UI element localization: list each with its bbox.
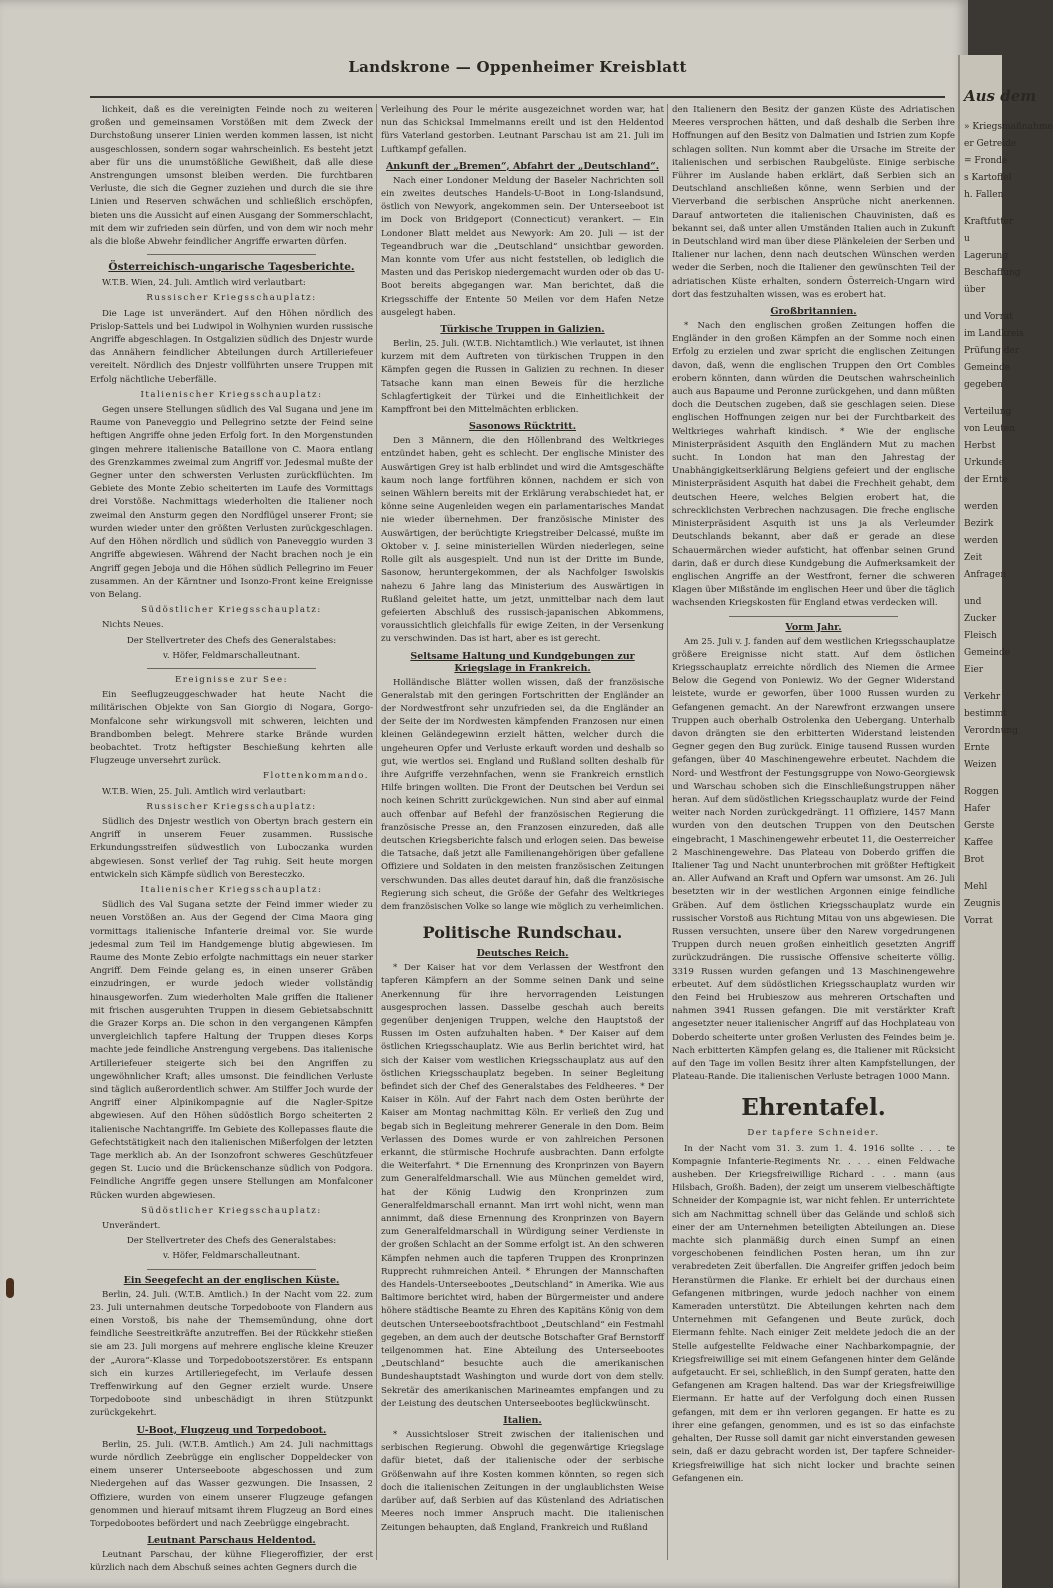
subheading: Ereignisse zur See: [175, 674, 288, 685]
subheading: Russischer Kriegsschauplatz: [146, 801, 317, 812]
article-text: Südlich des Val Sugana setzte der Feind immer wieder zu neuen Vorstößen an. Aus der Gegend der Cima Maora ging vormittags italienische Infanterie dreimal vor. Sie wurde jedesmal zum Teil im Handgemenge blutig abgewiesen. Im Raume des Monte Zebio erfolgte nachmittags ein neuer starker Angriff. Dem Feinde gelang es, in einen unserer Gräben einzudringen, er wurde jedoch wieder vollständig hinausgeworfen. Zum wiederholten Male griffen die Italiener mit frischen ausgeruhten Truppen in diesem Gebietsabschnitt die Grazer Korps an. Die schon in den vergangenen Kämpfen unvergleichlich tapfere Haltung der Truppen dieses Korps machte jede feindliche Anstrengung vergebens. Das italienische Artilleriefeuer steigerte sich bei den Angriffen zu ungewöhnlicher Kraft; alles umsonst. Die feindlichen Verluste sind täglich außerordentlich schwer. Am Stilffer Joch wurde der Angriff einer Alpinikompagnie auf die Nagler-Spitze abgewiesen. Auf den Höhen südöstlich Borgo scheiterten 2 italienische Nachtangriffe. Im Gebiete des Kollepasses flaute die Gefechtstätigkeit nach den italienischen Mißerfolgen der letzten Tage merklich ab. An der Isonzofront schweres Geschützfeuer gegen St. Lucio und die Brückenschanze südlich von Podgora. Feindliche Angriffe gegen unsere Stellungen am Monfalconer Rücken wurden abgewiesen. [90, 900, 373, 1201]
adjacent-page-fragment: Kaffee [964, 838, 994, 848]
adjacent-page-fragment: Bezirk [964, 519, 994, 529]
adjacent-page-fragment: er Getreide [964, 139, 1017, 149]
heading-bremen: Ankunft der „Bremen“, Abfahrt der „Deutschland“. [385, 160, 660, 172]
adjacent-page-fragment: Lagerung [964, 251, 1009, 261]
adjacent-page-fragment: Gemeinde [964, 363, 1011, 373]
adjacent-page-fragment: und Vorrat [964, 312, 1013, 322]
adjacent-page-fragment: Fleisch [964, 631, 997, 641]
adjacent-page-fragment: Urkunde [964, 458, 1005, 468]
signature-name: v. Höfer, Feldmarschalleutnant. [163, 1251, 300, 1262]
article-text: Gegen unsere Stellungen südlich des Val Sugana und jene im Raume von Paneveggio und Pellegrino setzte der Feind seine heftigen Angriffe ohne jeden Erfolg fort. In den Morgenstunden gingen mehrere italienische Bataillone von C. Maora entlang des Grenzkammes zweimal zum Angriff vor. Jedesmal mußte der Gegner unter den schwersten Verlusten zurückflüchten. Im Gebiete des Monte Zebio scheiterten im Laufe des Vormittags drei Vorstöße. Nachmittags wiederholten die Italiener noch zweimal den Ansturm gegen den Nordflügel unserer Front; sie wurden wieder unter den größten Verlusten zurückgeschlagen. Auf den Höhen nördlich und südlich von Paneveggio wurden 3 Angriffe abgewiesen. Während der Nacht brachen noch je ein Angriff gegen Jeboja und die Höhen südlich Pellegrino im Feuer zusammen. An der Kärntner und Isonzo-Front keine Ereignisse von Belang. [90, 405, 373, 600]
adjacent-page-fragment: Eier [964, 665, 984, 675]
adjacent-page-fragment: Verteilung [964, 407, 1012, 417]
adjacent-page-fragment: gegeben [964, 380, 1004, 390]
adjacent-page-fragment: Roggen [964, 787, 999, 797]
subheading: Italienischer Kriegsschauplatz: [140, 884, 323, 895]
adjacent-page-fragment: werden [964, 502, 999, 512]
heading-frankreich: Seltsame Haltung und Kundgebungen zur Kriegslage in Frankreich. [410, 650, 635, 674]
signature-name: v. Höfer, Feldmarschalleutnant. [163, 650, 300, 661]
article-text: * Nach den englischen großen Zeitungen hoffen die Engländer in den großen Kämpfen an der Somme noch einen Erfolg zu erzielen und zwar spricht die englischen Zeitungen davon, daß, wenn die englischen Truppen den Ort Combles erobern könnten, dann würden die Deutschen wahrscheinlich auch aus Bapaume und Peronne zurückgehen, und dann müßten doch die Deutschen zugeben, daß sie geschlagen seien. Diese englischen Hoffnungen zeigen nur bei der Furchtbarkeit des Weltkrieges wahrhaft kindisch. * Wie der englische Ministerpräsident Asquith den Engländern Mut zu machen sucht. In London hat man den Jahrestag der Unabhängigkeitserklärung Belgiens gefeiert und der englische Ministerpräsident Asquith hat dabei die Frechheit gehabt, dem deutschen Heere, welches Belgien erobert hat, die schrecklichsten Verbrechen nachzusagen. Die freche englische Ministerpräsident Asquith ist uns ja als Verleumder Deutschlands bekannt, aber daß er gerade an diese Schauermärchen wieder aufsticht, hat offenbar seinen Grund darin, daß er durch diese Kundgebung die Aufmerksamkeit der englischen Angriffe an der Westfront, ferner die schweren Klagen über Mißstände im englischen Heer und über die täglich wachsenden Kriegskosten für England etwas verdecken will. [672, 321, 955, 609]
adjacent-page-fragment: bestimmt [964, 709, 1007, 719]
adjacent-page-fragment: im Landkreis [964, 329, 1024, 339]
article-text: Holländische Blätter wollen wissen, daß der französische Generalstab mit den geringen Fortschritten der Engländer an der Nordwestfront sehr unzufrieden sei, da die Engländer an der Seite der im Nordwesten kämpfenden Franzosen nur einen kleinen Geländegewinn erzielt hätten, welcher durch die ungeheuren Opfer und Verluste erkauft worden und deshalb so gut, wie wertlos sei. England und Rußland sollten deshalb für ihre Aufgriffe verzehnfachen, wenn sie Frankreich ernstlich Hilfe bringen wollten. Die Front der Deutschen bei Verdun sei noch keinen Schritt zurückgewichen. Nun sind aber auf einmal auch offenbar auf Befehl der französischen Regierung die französische Presse an, den Franzosen einzureden, daß alle deutschen Kriegsberichte falsch und erlogen seien. Das beweise die Tatsache, daß jetzt alle Familienangehörigen über gefallene Offiziere und Soldaten in den meisten französischen Zeitungen verschwunden. Das alles deutet darauf hin, daß die französische Regierung sich scheut, die Größe der Gefahr des Weltkrieges dem französischen Volke so lange wie möglich zu verheimlichen. [381, 677, 664, 912]
adjacent-page-fragment: Beschaffung [964, 268, 1021, 278]
adjacent-page-fragment: Zeit [964, 553, 983, 563]
adjacent-page-fragment: Herbst [964, 441, 996, 451]
adjacent-page-fragment: Gemeinde [964, 648, 1011, 658]
column-1 [90, 104, 373, 1574]
subheading: Der tapfere Schneider. [747, 1128, 880, 1139]
adjacent-page-fragment: Kraftfutter [964, 217, 1014, 227]
adjacent-page-fragment: Verkehr [964, 692, 1001, 702]
adjacent-page-fragment: Weizen [964, 760, 997, 770]
article-text: Leutnant Parschau, der kühne Fliegeroffizier, der erst kürzlich nach dem Abschuß seines achten Gegners durch die [90, 1550, 373, 1574]
heading-vorm-jahr: Vorm Jahr. [785, 621, 842, 633]
heading-sasonow: Sasonows Rücktritt. [468, 421, 577, 433]
adjacent-page-fragment: » Kriegsmaßnahme [964, 122, 1053, 132]
heading-deutsches-reich: Deutsches Reich. [476, 948, 569, 960]
signature-name: Flottenkommando. [262, 771, 369, 782]
adjacent-page-fragment: Anfragen [964, 570, 1007, 580]
lead-paragraph: Verleihung des Pour le mérite ausgezeichnet worden war, hat nun das Schicksal Immelmanns ereilt und ist den Heldentod fürs Vaterland gestorben. Leutnant Parschau ist am 21. Juli im Luftkampf gefallen. [381, 105, 664, 155]
heading-grossbritannien: Großbritannien. [770, 306, 857, 318]
adjacent-page-heading: Aus dem [964, 87, 1037, 105]
dateline: W.T.B. Wien, 25. Juli. Amtlich wird verlautbart: [102, 786, 306, 797]
heading-austria-reports: Österreichisch-ungarische Tagesberichte. [108, 261, 355, 274]
section-rule [147, 1269, 317, 1270]
column-3 [672, 104, 955, 1560]
adjacent-page-fragment: Brot [964, 855, 984, 865]
section-rule [729, 616, 899, 617]
subheading: Südöstlicher Kriegsschauplatz: [141, 1205, 322, 1216]
heading-uboot: U-Boot, Flugzeug und Torpedoboot. [136, 1424, 327, 1436]
dateline: W.T.B. Wien, 24. Juli. Amtlich wird verlautbart: [102, 278, 306, 289]
heading-ehrentafel: Ehrentafel. [741, 1094, 886, 1122]
adjacent-page-fragment: Verordnung [964, 726, 1018, 736]
article-text: Die Lage ist unverändert. Auf den Höhen nördlich des Prislop-Sattels und bei Ludwipol in Wolhynien wurden russische Angriffe abgeschlagen. In Ostgalizien südlich des Dnjestr wurde das Annähern feindlicher Abteilungen durch Artilleriefeuer vereitelt. Nördlich des Dnjestr vollführten unsere Truppen mit Erfolg nächtliche Ueberfälle. [90, 308, 373, 385]
adjacent-page-fragment: s Kartoffel [964, 173, 1012, 183]
adjacent-page-fragment: u [964, 234, 970, 244]
adjacent-page-fragment: Gerste [964, 821, 995, 831]
article-text: Den 3 Männern, die den Höllenbrand des Weltkrieges entzündet haben, geht es schlecht. Der englische Minister des Auswärtigen Grey ist halb erblindet und wird die Amtsgeschäfte kaum noch lange fortführen können, nachdem er sich von seinen Wählern bereits mit der Erklärung verabschiedet hat, er könne seine Augenleiden wegen ein parlamentarisches Mandat nie wieder übernehmen. Der französische Minister des Auswärtigen, der berüchtigte Kriegstreiber Delcassé, mußte im Oktober v. J. seine ministeriellen Würden niederlegen, seine Rolle gilt als ausgespielt. Und nun ist der Dritte im Bunde, Sasonow, heruntergekommen, der als Nachfolger Iswolskis nahezu 6 Jahre lang das Ministerium des Auswärtigen in Rußland geleitet hatte, um jetzt, unmittelbar nach dem laut gefeierten Abschluß des russisch-japanischen Abkommens, voraussichtlich gleichfalls für ewige Zeiten, in der Versenkung zu verschwinden. Das ist hart, aber es ist gerecht. [381, 436, 664, 645]
adjacent-page-fragment: von Leuten [964, 424, 1015, 434]
section-rule [147, 668, 317, 669]
section-rule [147, 254, 317, 255]
article-text: Nichts Neues. [102, 620, 164, 631]
column-2 [381, 104, 664, 1560]
article-text: Berlin, 25. Juli. (W.T.B. Nichtamtlich.) Wie verlautet, ist ihnen kurzem mit dem Auftreten von türkischen Truppen in den Kämpfen gegen die Russen in Galizien zu rechnen. In dieser Tatsache kann man einen Beweis für die herzliche Schlagfertigkeit der Türkei und die Einheitlichkeit der Kampffront bei den Mittelmächten erblicken. [381, 339, 664, 416]
heading-galizien: Türkische Truppen in Galizien. [440, 324, 605, 336]
article-text: Unverändert. [102, 1221, 161, 1232]
heading-italien: Italien. [503, 1415, 542, 1427]
column-divider [376, 104, 377, 1560]
heading-seegefecht: Ein Seegefecht an der englischen Küste. [123, 1274, 340, 1286]
adjacent-page-fragment: über [964, 285, 986, 295]
adjacent-page-edge [958, 55, 1053, 1588]
article-text: Ein Seeflugzeuggeschwader hat heute Nacht die militärischen Objekte von San Giorgio di Nogara, Gorgo-Monfalcone sehr wirkungsvoll mit schweren, leichten und Brandbomben belegt. Mehrere starke Brände wurden beobachtet. Trotz heftigster Beschießung kehrten alle Flugzeuge unversehrt zurück. [90, 690, 373, 767]
adjacent-page-fragment: und [964, 597, 982, 607]
article-text: * Der Kaiser hat vor dem Verlassen der Westfront den tapferen Kämpfern an der Somme seinen Dank und seine Anerkennung für ihre hervorragenden Leistungen ausgesprochen lassen. Dasselbe geschah auch bereits gegenüber denjenigen Truppen, welche den Hauptstoß der Russen im Osten aufzuhalten haben. * Der Kaiser auf dem östlichen Kriegsschauplatz. Wie aus Berlin berichtet wird, hat sich der Kaiser vom westlichen Kriegsschauplatz aus auf den östlichen Kriegsschauplatz begeben. In seiner Begleitung befindet sich der Chef des Generalstabes des Feldheeres. * Der Kaiser in Köln. Auf der Fahrt nach dem Osten berührte der Kaiser am Montag nachmittag Köln. Er verließ den Zug und begab sich in Begleitung mehrerer Generale in den Dom. Beim Verlassen des Domes wurde er von zahlreichen Personen erkannt, die stürmische Hochrufe ausbrachten. Dann erfolgte die Weiterfahrt. * Die Ernennung des Kronprinzen von Bayern zum Generalfeldmarschall. Wie aus München gemeldet wird, hat der König Ludwig den Kronprinzen zum Generalfeldmarschall ernannt. Man irrt wohl nicht, wenn man annimmt, daß diese Ernennung des Kronprinzen von Bayern zum Generalfeldmarschall in Würdigung seiner Verdienste in der großen Schlacht an der Somme erfolgt ist. An den schweren Kämpfen nehmen auch die tapferen Truppen des Kronprinzen Rupprecht ruhmreichen Anteil. * Ehrungen der Mannschaften des Handels-Unterseebootes „Deutschland“ in Amerika. Wie aus Baltimore berichtet wird, haben der Bürgermeister und andere höhere städtische Beamte zu Ehren des Kapitäns König von dem deutschen Unterseebootsfrachtboot „Deutschland“ ein Festmahl gegeben, an dem auch der deutsche Botschafter Graf Bernstorff teilgenommen hat. Eine Abteilung des Unterseebootes „Deutschland“ besuchte auch die amerikanischen Bundeshauptstadt Washington und wurde dort von dem stellv. Sekretär des amerikanischen Marineamtes empfangen und zu der Leistung des deutschen Unterseebootes beglückwünscht. [381, 963, 664, 1409]
adjacent-page-fragment: Ernte [964, 743, 990, 753]
article-text: In der Nacht vom 31. 3. zum 1. 4. 1916 sollte . . . te Kompagnie Infanterie-Regiments Nr. . . . einen Feldwache ausheben. Der Kriegsfreiwillige Richard . . . mann (aus Hilsbach, Großh. Baden), der zeigt um unserem vielbeschäftigte Schneider der Kompagnie ist, war nicht fehlen. Er unterrichtete sich am Nachmittag schnell über das Gelände und schloß sich einer der am Unternehmen beteiligten Abteilungen an. Diese machte sich planmäßig durch einen Sumpf an einen vorgeschobenen feindlichen Posten heran, um ihn zur verabredeten Zeit überfallen. Die Angreifer griffen jedoch beim Heranstürmen die Flanke. Er erhielt bei der durchaus einen Gefangenen mitbringen, wurde jedoch nachher von einem Kameraden unterstützt. Die Abteilungen kehrten nach dem Unternehmen mit Gefangenen und Beute zurück, doch Eiermann fehlte. Nach einiger Zeit meldete jedoch die an der Stelle aufgestellte Feldwache einer Nachbarkompagnie, der Kriegsfreiwillige sei mit einem Gefangenen hinter dem Gelände aufgetaucht. Er sei, schließlich, in den Sumpf geraten, hatte den Gefangenen am Kragen haltend. Das war der Kriegsfreiwillige Eiermann. Er hatte auf der Verfolgung doch einen Russen gefangen, mit dem er ihn verloren gegangen. Er hatte es zu ihrer eine gefangen, genommen, und es ist so das einfachste gehalten, Der Russe soll damit gar nicht einverstanden gewesen sein, daß er dazu gebracht worden ist, Der tapfere Schneider-Kriegsfreiwillige hat sich nicht locker und brachte seinen Gefangenen ein. [672, 1143, 955, 1484]
adjacent-page-fragment: h. Fallen [964, 190, 1004, 200]
signature-line: Der Stellvertreter des Chefs des Generalstabes: [126, 1236, 337, 1247]
adjacent-page-fragment: Vorrat [964, 916, 993, 926]
adjacent-page-fragment: Zeugnis [964, 899, 1001, 909]
adjacent-page-fragment: der Ernte [964, 475, 1008, 485]
lead-paragraph: lichkeit, daß es die vereinigten Feinde noch zu weiteren großen und gemeinsamen Vorstößen mit dem Zweck der Durchstoßung unserer Linien werden kommen lassen, ist nicht ausgeschlossen, sondern sogar wahrscheinlich. Es besteht jetzt aber für uns die unumstößliche Gewißheit, daß alle diese Anstrengungen umsonst bleiben werden. Die furchtbaren Verluste, die sich die Gegner zuziehen und durch die sie ihre Linien und Reserven schwächen und schließlich erschöpfen, bieten uns die Aussicht auf einen Ausgang der Sommerschlacht, mit dem wir zufrieden sein dürfen, und von dem wir noch mehr als die bloße Abwehr feindlicher Angriffe erwarten dürfen. [90, 105, 373, 248]
article-text: Nach einer Londoner Meldung der Baseler Nachrichten soll ein zweites deutsches Handels-U-Boot in Long-Islandsund, östlich von Newyork, angekommen sein. Der Unterseeboot ist im Dock von Bridgeport (Connecticut) verankert. — Ein Londoner Blatt meldet aus Newyork: Am 20. Juli — ist der Tegeandbruch war die „Deutschland“ unsichtbar geworden. Man konnte vom Ufer aus nicht feststellen, ob lediglich die Masten und das Periskop niedergemacht wurden oder ob das U-Boot bereits abgegangen war. Man berichtet, daß die Kriegsschiffe der Entente 50 Meilen vor dem Hafen Netze ausgelegt haben. [381, 175, 664, 318]
masthead: Landskrone — Oppenheimer Kreisblatt [348, 58, 687, 76]
adjacent-page-fragment: = Fronde [964, 156, 1008, 166]
subheading: Südöstlicher Kriegsschauplatz: [141, 605, 322, 616]
subheading: Russischer Kriegsschauplatz: [146, 293, 317, 304]
column-divider [667, 104, 668, 1560]
lead-paragraph: den Italienern den Besitz der ganzen Küste des Adriatischen Meeres versprochen hätten, und daß deshalb die Serben ihre Hoffnungen auf den Besitz von Dalmatien und Istrien zum Kopfe schlagen sollten. Nun kommt aber die Ursache im Streite der italienischen und serbischen Raubgelüste. Einige serbische Führer im Auslande haben erklärt, daß Serbien sich an Deutschland anschließen könne, wenn Serbien und der Vierverband die serbischen Ansprüche nicht anerkennen. Darauf antworteten die italienischen Chauvinisten, daß es bekannt sei, daß unter allen Umständen Italien auch in Zukunft in Deutschland wird man über diese Plänkeleien der Serben und Italiener nur lachen, denn nach deutschen Wünschen werden weder die Serben, noch die Italiener den gewünschten Teil der adriatischen Küste erhalten, sondern Österreich-Ungarn wird dort das festzuhalten wissen, was es erobert hat. [672, 105, 955, 300]
heading-parschau: Leutnant Parschaus Heldentod. [147, 1535, 316, 1547]
adjacent-page-fragments [960, 121, 1053, 928]
article-text: * Aussichtsloser Streit zwischen der italienischen und serbischen Regierung. Obwohl die gegenwärtige Kriegslage dafür bietet, daß der italienische oder der serbische Größenwahn auf ihre Kosten kommen könnten, so regen sich doch die italienischen Zeitungen in der unglaublichsten Weise darüber auf, daß Serbien auf das Küstenland des Adriatischen Meeres noch immer Anspruch macht. Die italienischen Zeitungen behaupten, daß England, Frankreich und Rußland [381, 1430, 664, 1533]
masthead-rule [90, 96, 945, 98]
signature-line: Der Stellvertreter des Chefs des Generalstabes: [126, 635, 337, 646]
article-text: Am 25. Juli v. J. fanden auf dem westlichen Kriegsschauplatze größere Ereignisse nicht statt. Auf dem östlichen Kriegsschauplatz erreichte nördlich des Niemen die Armee Below die Gegend von Poniewiz. Wo der Gegner Widerstand leistete, wurde er geworfen, über 1000 Russen wurden zu Gefangenen gemacht. An der Narewfront erzwangen unsere Truppen auch oberhalb Ostrolenka den Uebergang. Unterhalb davon drängten sie den erbitterten Widerstand leistenden Gegner gegen den Bug zurück. Einige tausend Russen wurden gefangen, über 40 Maschinengewehre erbeutet. Nachdem die Nord- und Westfront der Festungsgruppe von Nowo-Georgiewsk und Warschau schoben sich die Einschließungstruppen näher heran. Auf dem südöstlichen Kriegsschauplatz wurde der Feind weiter nach Norden zurückgedrängt. 11 Offiziere, 1457 Mann wurden von den deutschen Truppen von den Deutschen eingebracht, 1 Maschinengewehr erbeutet 11, die Oesterreicher 2 Maschinengewehre. Das Plateau von Doberdo griffen die Italiener Tag und Nacht ununterbrochen mit größter Heftigkeit an. Aller Aufwand an Kraft und Opfern war umsonst. Am 26. Juli besetzten wir in der westlichen Argonnen einige feindliche Gräben. Auf dem östlichen Kriegsschauplatz wurde ein russischer Vorstoß aus Richtung Mitau von uns abgewiesen. Die Russen versuchten, unsere über den Narew vorgedrungenen Truppen durch neuen großen einheitlich gesetzten Angriff zurückzudrängen. Die russische Offensive scheiterte völlig. 3319 Russen wurden gefangen und 13 Maschinengewehre erbeutet. Auf dem südöstlichen Kriegsschauplatz wurden wir den Feind bei Hrubieszow aus mehreren Ortschaften und nahmen 3941 Russen gefangen. Die mit verstärkter Kraft angesetzter neuer italienischer Angriff auf das Hochplateau von Doberdo scheiterte unter großen Verlusten des Feindes beim je. Nach erbitterten Kämpfen gelang es, die Italiener mit Rücksicht auf den Tage im vollen Besitz ihrer alten Kampfstellungen, der Plateau-Rande. Die italienischen Verluste betragen 1000 Mann. [672, 636, 955, 1083]
adjacent-page-fragment: Prüfung der [964, 346, 1020, 356]
binding-hole [6, 1278, 14, 1298]
article-text: Südlich des Dnjestr westlich von Obertyn brach gestern ein Angriff in unserem Feuer zusammen. Russische Erkundungsstreifen südwestlich von Luboczanka wurden abgewiesen. Sonst verlief der Tag ruhig. Seit heute morgen entwickeln sich Kämpfe südlich von Beresteczko. [90, 816, 373, 880]
article-text: Berlin, 25. Juli. (W.T.B. Amtlich.) Am 24. Juli nachmittags wurde nördlich Zeebrügge ein englischer Doppeldecker von einem unserer Unterseeboote abgeschossen und zum Niedergehen auf das Wasser gezwungen. Die Insassen, 2 Offiziere, wurden von einem unserer Flugzeuge gefangen genommen und hierauf mitsamt ihrem Flugzeug an Bord eines Torpedobootes befördert und nach Zeebrügge eingebracht. [90, 1439, 373, 1529]
adjacent-page-fragment: werden [964, 536, 999, 546]
article-text: Berlin, 24. Juli. (W.T.B. Amtlich.) In der Nacht vom 22. zum 23. Juli unternahmen deutsche Torpedoboote von Flandern aus einen Vorstoß, bis nahe der Themsemündung, ohne dort feindliche Seestreitkräfte anzutreffen. Bei der Rückkehr stießen sie am 23. Juli morgens auf mehrere englische kleine Kreuzer der „Aurora“-Klasse und Torpedobootszerstörer. Es entspann sich ein kurzes Artilleriegefecht, im Verlaufe dessen Treffenwirkung auf den Gegner erzielt wurde. Unsere Torpedoboote sind unbeschädigt in ihren Stützpunkt zurückgekehrt. [90, 1289, 373, 1419]
subheading: Italienischer Kriegsschauplatz: [140, 389, 323, 400]
adjacent-page-fragment: Zucker [964, 614, 997, 624]
adjacent-page-fragment: Hafer [964, 804, 991, 814]
heading-political-review: Politische Rundschau. [422, 923, 623, 943]
adjacent-page-fragment: Mehl [964, 882, 988, 892]
